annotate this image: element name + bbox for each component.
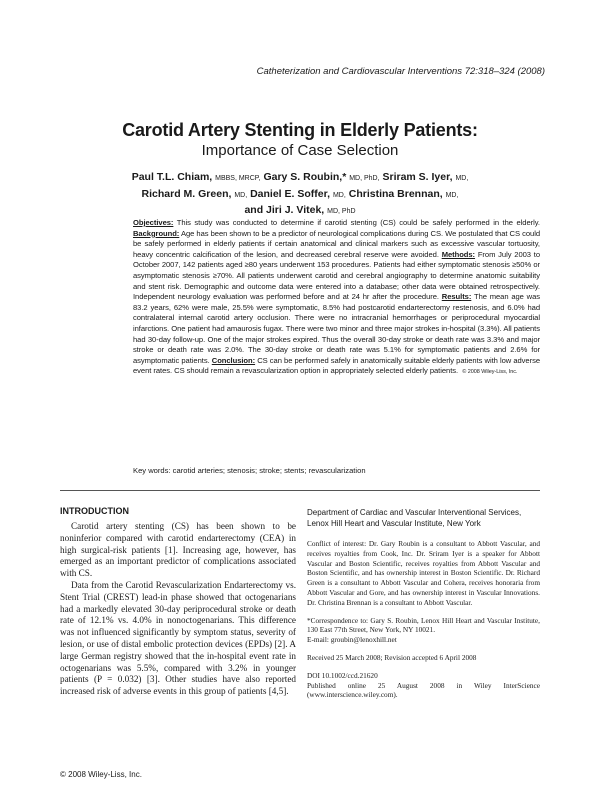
introduction-heading: INTRODUCTION: [60, 506, 129, 516]
author-name: Christina Brennan,: [348, 187, 443, 200]
author-degree: MD,: [445, 191, 459, 199]
correspondence-email: E-mail: groubin@lenoxhill.net: [307, 635, 397, 645]
author-name: Paul T.L. Chiam,: [131, 171, 213, 183]
published-online: Published online 25 August 2008 in Wiley InterScience (www.interscience.wiley.com).: [307, 680, 540, 700]
abstract: [133, 218, 540, 378]
author-degree: MD,: [234, 191, 248, 199]
background-label: Background:: [133, 228, 180, 238]
intro-paragraph-2: Data from the Carotid Revascularization Endarterectomy vs. Stent Trial (CREST) lead-in phase showed that octogenarians had a markedly elevated 30-day periprocedural stroke or death rate of 12.1% vs. 4.0% in nonoctogenarians. This difference was not influenced significantly by symptom status, severity of lesion, or use of distal embolic protection devices (EPDs) [2]. A large German registry showed that the in-hospital event rate in octogenarians was 5.5%, compared with 3.2% in younger patients (P = 0.032) [3]. Other studies have also reported increased risk of adverse events in this group of patients [4,5].: [60, 579, 296, 697]
results-label: Results:: [441, 292, 472, 302]
affiliation-column: [307, 507, 540, 708]
department-affiliation: Department of Cardiac and Vascular Interventional Services, Lenox Hill Heart and Vascular Institute, New York: [307, 508, 522, 528]
results-text: The mean age was 83.2 years, 62% were male, 25.5% were symptomatic, 8.5% had postcarotid endarterectomy restenosis, and 6.0% had contralateral internal carotid artery occlusion. There were no intracranial hemorrhages or periprocedural myocardial infarctions. One patient had amaurosis fugax. There were two minor and three major strokes in-hospital (3.3%). All patients had 30-day follow-up. One of the major strokes expired. Thus the overall 30-day stroke or death rate was 3.3% and major stroke or death rate was 2.0%. The 30-day stroke or death rate was 5.1% for symptomatic patients and 2.6% for asymptomatic patients.: [133, 292, 540, 365]
background-text: Age has been shown to be a predictor of neurological complications during CS. We postulated that CS could be safely performed in elderly patients if certain anatomical and clinical markers such as excessive vascular tortuosity, heavy concentric calcification of the lesion, and decreased cerebral reserve were avoided.: [133, 228, 540, 259]
author-degree: MD, PhD: [327, 208, 356, 215]
author-degree: MD,: [455, 175, 469, 182]
correspondence-address: *Correspondence to: Gary S. Roubin, Lenox Hill Heart and Vascular Institute, 130 East 77th Street, New York, NY 10021.: [307, 615, 540, 635]
footer-copyright: © 2008 Wiley-Liss, Inc.: [60, 770, 142, 779]
objectives-label: Objectives:: [133, 218, 174, 227]
publication-info: [307, 671, 540, 700]
author-name: and Jiri J. Vitek,: [244, 204, 325, 216]
author-name: Sriram S. Iyer,: [382, 171, 453, 183]
author-degree: MBBS, MRCP,: [215, 175, 261, 182]
journal-citation: Catheterization and Cardiovascular Interventions 72:318–324 (2008): [256, 66, 545, 77]
author-name: Richard M. Green,: [141, 187, 232, 200]
doi: DOI 10.1002/ccd.21620: [307, 670, 378, 680]
author-degree: MD,: [332, 191, 346, 199]
conclusion-text: CS can be performed safely in anatomically suitable elderly patients with low adverse event rates. CS should remain a revascularization option in appropriately selected elderly patients.: [133, 355, 540, 376]
author-name: Daniel E. Soffer,: [250, 187, 331, 200]
article-title: Carotid Artery Stenting in Elderly Patients:: [122, 120, 478, 140]
methods-label: Methods:: [441, 249, 476, 259]
objectives-text: This study was conducted to determine if carotid stenting (CS) could be safely performed in the elderly.: [173, 218, 540, 227]
section-divider: [60, 490, 540, 491]
abstract-copyright: © 2008 Wiley-Liss, Inc.: [462, 369, 518, 376]
introduction-column: [60, 521, 296, 698]
author-degree: MD, PhD,: [349, 175, 380, 182]
conclusion-label: Conclusion:: [211, 355, 256, 365]
conflict-of-interest: Conflict of interest: Dr. Gary Roubin is a consultant to Abbott Vascular, and receives royalties from Cook, Inc. Dr. Sriram Iyer is a speaker for Abbott Vascular and Boston Scientific, receives royalties from Abbott Vascular and Boston Scientific, and has ownership interest in Boston Scientific. Dr. Richard Green is a consultant to Abbott Vascular and Cohera, receives honoraria from Abbott Vascular and Gore, and has ownership interest in Vascular Innovations. Dr. Christina Brennan is a consultant to Abbott Vascular.: [307, 539, 540, 607]
correspondence: [307, 616, 540, 645]
intro-paragraph-1: Carotid artery stenting (CS) has been shown to be noninferior compared with carotid endarterectomy (CEA) in high surgical-risk patients [1]. Increasing age, however, has emerged as an important predictor of complications associated with CS.: [60, 521, 296, 579]
keywords: Key words: carotid arteries; stenosis; stroke; stents; revascularization: [133, 466, 366, 475]
author-list: [95, 170, 505, 220]
article-subtitle: Importance of Case Selection: [201, 142, 399, 159]
author-name: Gary S. Roubin,*: [263, 171, 347, 183]
received-dates: Received 25 March 2008; Revision accepted 6 April 2008: [307, 652, 477, 662]
methods-text: From July 2003 to October 2007, 142 patients aged ≥80 years underwent 153 procedures. Patients had either symptomatic stenosis ≥50% or asymptomatic stenosis ≥70%. All patients underwent carotid and cerebral angiography to determine anatomic suitability and stent risk. Demographic and outcome data were entered into a database; other data were obtained retrospectively. Independent neurology evaluation was performed before and at 24 hr after the procedure.: [133, 249, 540, 302]
